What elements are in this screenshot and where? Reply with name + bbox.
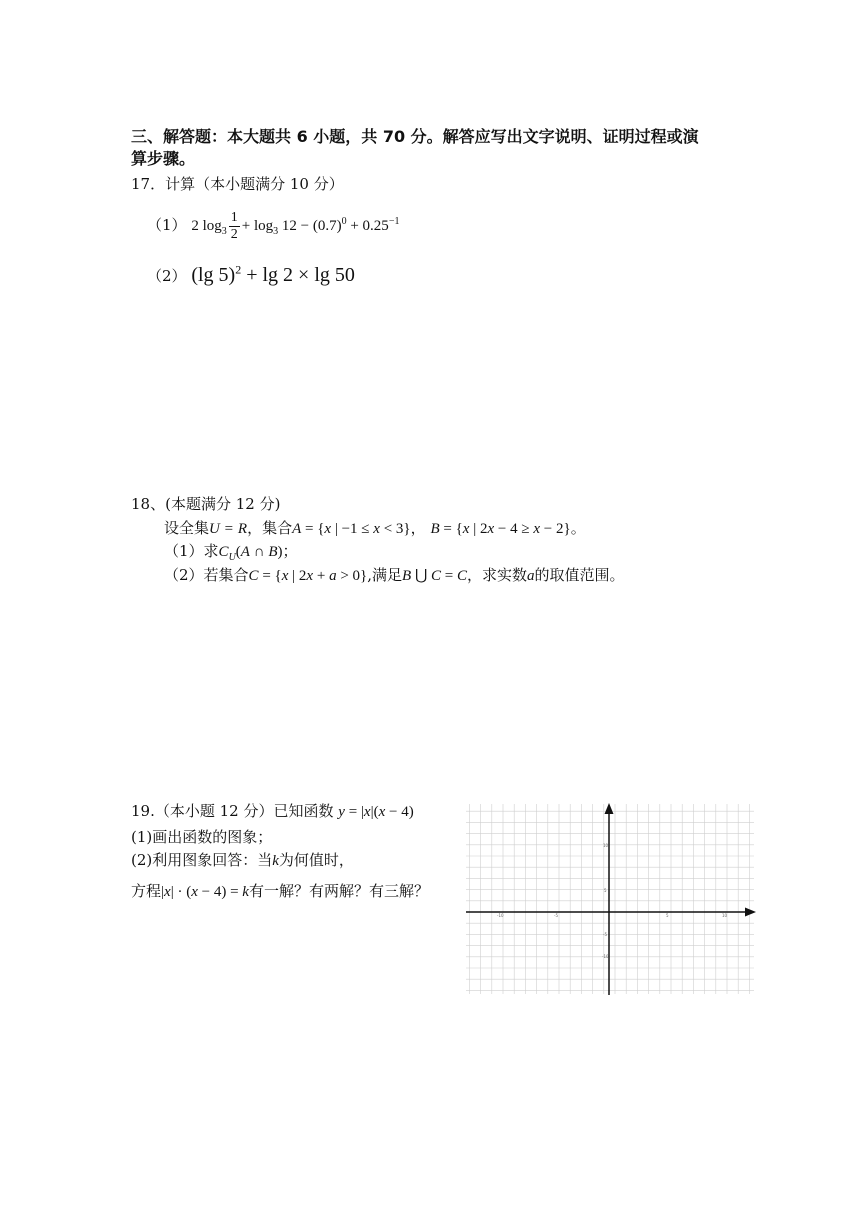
q18-line1-text-b: ，集合	[247, 519, 293, 537]
x-tick-label: 10	[722, 913, 728, 918]
q18-part1-text-b: ；	[282, 542, 298, 560]
q17-title: 17．计算（本小题满分 10 分）	[131, 175, 344, 193]
y-tick-label: -10	[602, 954, 609, 959]
q18-line1: 设全集U = R，集合A = {x | −1 ≤ x < 3}， B = {x | 2x − 4 ≥ x − 2}。	[164, 519, 586, 537]
section-heading-line1: 三、解答题：本大题共 6 小题，共 70 分。解答应写出文字说明、证明过程或演	[131, 127, 699, 146]
q19-part3-text-b: 有一解？有两解？有三解？	[248, 882, 429, 900]
y-tick-label: 5	[604, 888, 607, 893]
q17-part2	[147, 262, 355, 289]
section-heading-line2: 算步骤。	[131, 149, 196, 168]
y-axis-arrow	[605, 803, 614, 814]
q18-part2-text-a: （2）若集合	[164, 566, 249, 584]
q17-part1-expr: 2 $\log_3$ $\frac{1}{2}$ + $\log_3 12 - (0.7)^0 + 0.25^{-1}$	[191, 210, 400, 243]
q18-universal-set: U	[209, 521, 220, 537]
section-heading	[131, 126, 699, 170]
q19-part1: (1)画出函数的图象；	[131, 828, 273, 846]
q18-set-b: B	[430, 521, 440, 537]
q19-part3: 方程|x| · (x − 4) = k有一解？有两解？有三解？	[131, 882, 429, 900]
q17-part2-label: （2）	[147, 267, 187, 285]
coordinate-grid	[466, 800, 758, 998]
q17-part1-label: （1）	[147, 216, 187, 234]
q18-line1-text-a: 设全集	[164, 519, 210, 537]
q19-part2: (2)利用图象回答：当k为何值时，	[131, 851, 354, 869]
q18-set-a: A	[292, 521, 302, 537]
q19-part2-text-b: 为何值时，	[278, 851, 354, 869]
q18-part2-text-c: ，求实数	[467, 566, 528, 584]
q18-title: 18、(本题满分 12 分)	[131, 495, 281, 513]
y-tick-label: -5	[603, 932, 607, 937]
y-tick-label: 10	[603, 843, 609, 848]
q18-line1-text-d: 。	[570, 519, 586, 537]
q19-title: 19.（本小题 12 分）已知函数 y = |x|(x − 4)	[131, 802, 414, 820]
q19-title-text: 19.（本小题 12 分）已知函数	[131, 802, 334, 820]
q18-part2: （2）若集合C = {x | 2x + a > 0},满足B ⋃ C = C，求实数a的取值范围。	[164, 566, 625, 584]
q18-part2-text-d: 的取值范围。	[534, 566, 625, 584]
q17-part1	[147, 208, 399, 242]
grid-lines	[466, 804, 758, 998]
x-axis-arrow	[745, 908, 756, 917]
x-tick-label: -10	[497, 913, 504, 918]
q18-part2-text-b: ,满足	[367, 566, 403, 584]
x-tick-label: 5	[666, 913, 669, 918]
q19-part2-text-a: (2)利用图象回答：当	[131, 851, 273, 869]
q18-line1-text-c: ，	[410, 519, 426, 537]
q18-part1-text-a: （1）求	[164, 542, 219, 560]
q18-part1: （1）求$C_U(A$ ∩ B)；	[164, 542, 298, 563]
q17-part2-expr: (lg 5)$^2$ + lg 2 × lg 50	[191, 262, 355, 286]
q19-part3-text-a: 方程	[131, 882, 162, 900]
x-tick-label: -5	[554, 913, 558, 918]
